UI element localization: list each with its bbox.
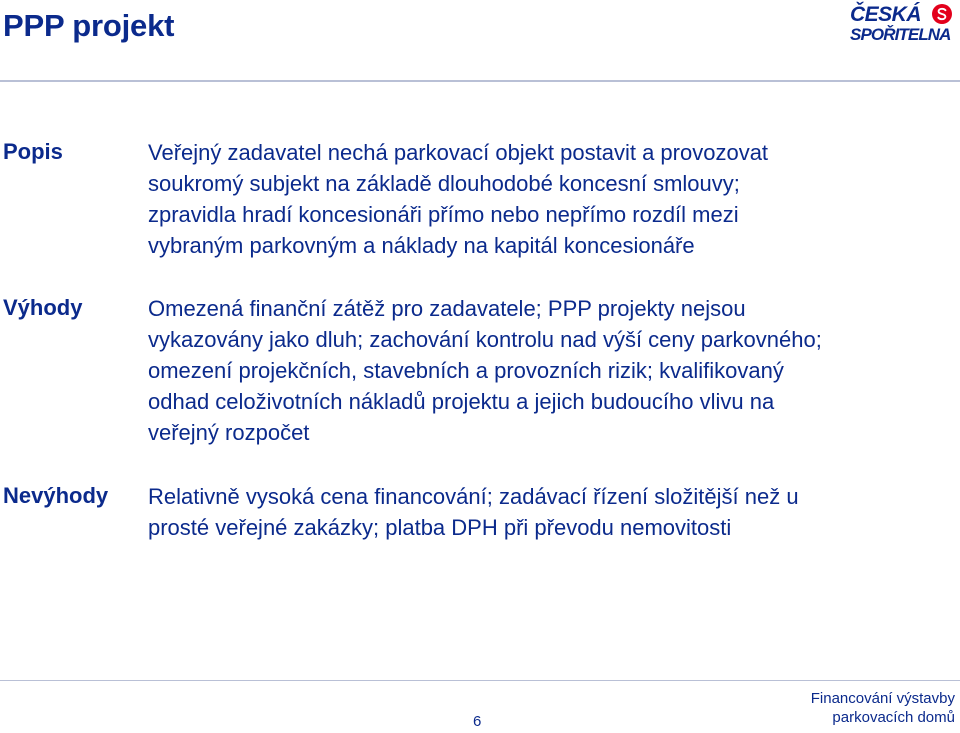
text-line: vykazovány jako dluh; zachování kontrolu nad výší ceny parkovného; [148,327,822,352]
row-text-popis [148,137,938,261]
row-text-vyhody [148,293,938,448]
text-line: Omezená finanční zátěž pro zadavatele; PPP projekty nejsou [148,296,746,321]
text-line: prosté veřejné zakázky; platba DPH při převodu nemovitosti [148,515,732,540]
text-line: soukromý subjekt na základě dlouhodobé koncesní smlouvy; [148,171,740,196]
text-line: vybraným parkovným a náklady na kapitál koncesionáře [148,233,695,258]
text-line: odhad celoživotních nákladů projektu a jejich budoucího vlivu na [148,389,775,414]
text-line: zpravidla hradí koncesionáři přímo nebo nepřímo rozdíl mezi [148,202,739,227]
logo-line-sporitelna: SPOŘITELNA [850,25,951,44]
ceska-sporitelna-logo [850,4,956,46]
page-number: 6 [473,713,482,730]
row-text-nevyhody [148,481,938,543]
slide-title: PPP projekt [3,8,175,43]
footer-line: parkovacích domů [832,709,955,726]
text-line: veřejný rozpočet [148,420,310,445]
ceska-sporitelna-mark-icon [932,4,952,24]
text-line: omezení projekčních, stavebních a provozních rizik; kvalifikovaný [148,358,784,383]
footer-line: Financování výstavby [810,690,955,707]
text-line: Veřejný zadavatel nechá parkovací objekt postavit a provozovat [148,140,769,165]
text-line: Relativně vysoká cena financování; zadávací řízení složitější než u [148,484,799,509]
row-label-nevyhody: Nevýhody [3,483,109,508]
header-divider [0,80,960,82]
footer-caption [811,689,955,727]
logo-line-ceska: ČESKÁ [850,3,922,26]
footer-divider [0,680,960,681]
row-label-popis: Popis [3,139,63,164]
row-label-vyhody: Výhody [3,295,83,320]
